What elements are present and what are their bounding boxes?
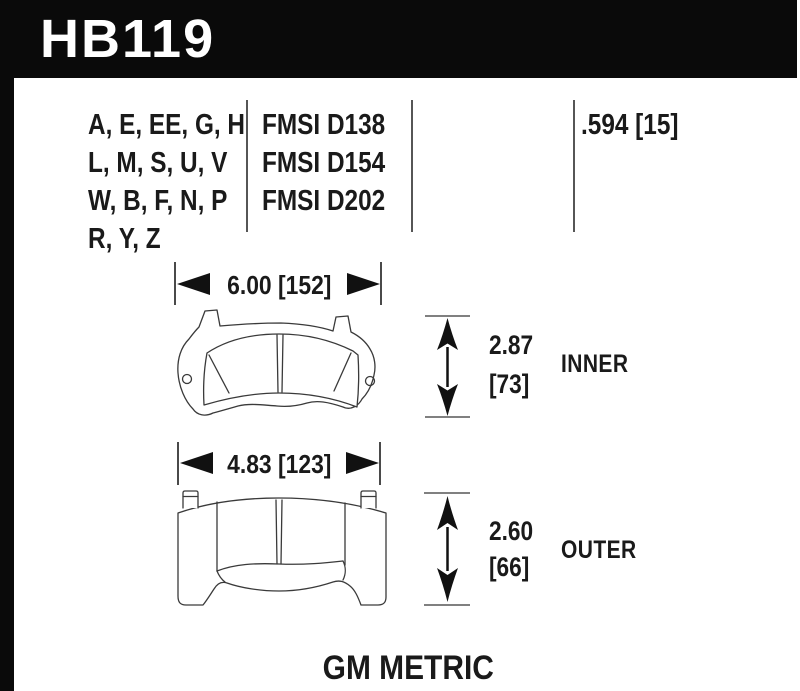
pad-thickness-value: [581, 106, 697, 144]
dim-tick-top: [424, 492, 470, 494]
compound-codes-text: A, E, EE, G, H: [88, 109, 246, 141]
inner-width-dimension: [212, 272, 346, 298]
arrow-right-icon: [346, 452, 379, 474]
fmsi-line: [262, 182, 409, 220]
pad-thickness-text: .594 [15]: [581, 109, 679, 141]
arrow-left-icon: [177, 273, 210, 295]
compound-codes-text: R, Y, Z: [88, 223, 161, 255]
inner-height-mm: [489, 371, 537, 398]
inner-width-text: 6.00 [152]: [226, 270, 332, 300]
inner-pad-label: [561, 352, 641, 377]
arrow-vertical-icon: [434, 495, 461, 603]
application-text: GM METRIC: [322, 649, 494, 687]
outer-width-text: 4.83 [123]: [226, 449, 332, 479]
arrow-left-icon: [180, 452, 213, 474]
column-divider: [411, 100, 413, 232]
outer-label-text: OUTER: [561, 536, 637, 564]
outer-height-mm-text: [66]: [489, 552, 530, 582]
inner-height-in-text: 2.87: [489, 330, 534, 360]
outer-pad-label: [561, 538, 651, 563]
outer-height-in-text: 2.60: [489, 516, 534, 546]
fmsi-text: FMSI D202: [262, 185, 386, 217]
fmsi-text: FMSI D138: [262, 109, 386, 141]
fmsi-line: [262, 144, 409, 182]
left-black-strip: [0, 0, 14, 691]
dim-tick-left: [174, 262, 176, 305]
column-divider: [573, 100, 575, 232]
outer-pad-drawing: [175, 487, 389, 610]
compound-codes-text: W, B, F, N, P: [88, 185, 228, 217]
inner-height-inches: [489, 332, 542, 359]
column-divider: [246, 100, 248, 232]
fmsi-text: FMSI D154: [262, 147, 386, 179]
application-label: [298, 646, 518, 690]
inner-pad-drawing: [173, 307, 389, 424]
dim-tick-bottom: [424, 604, 470, 606]
arrow-right-icon: [347, 273, 380, 295]
outer-height-mm: [489, 554, 537, 581]
dim-tick-right: [380, 262, 382, 305]
inner-height-mm-text: [73]: [489, 369, 530, 399]
page-title: HB119: [40, 9, 216, 69]
dim-tick-right: [379, 442, 381, 485]
outer-width-dimension: [213, 451, 345, 477]
fmsi-line: [262, 106, 409, 144]
dim-tick-left: [177, 442, 179, 485]
outer-height-inches: [489, 518, 542, 545]
compound-codes-text: L, M, S, U, V: [88, 147, 228, 179]
arrow-vertical-icon: [434, 317, 461, 417]
inner-label-text: INNER: [561, 350, 629, 378]
fmsi-column: [262, 106, 409, 220]
